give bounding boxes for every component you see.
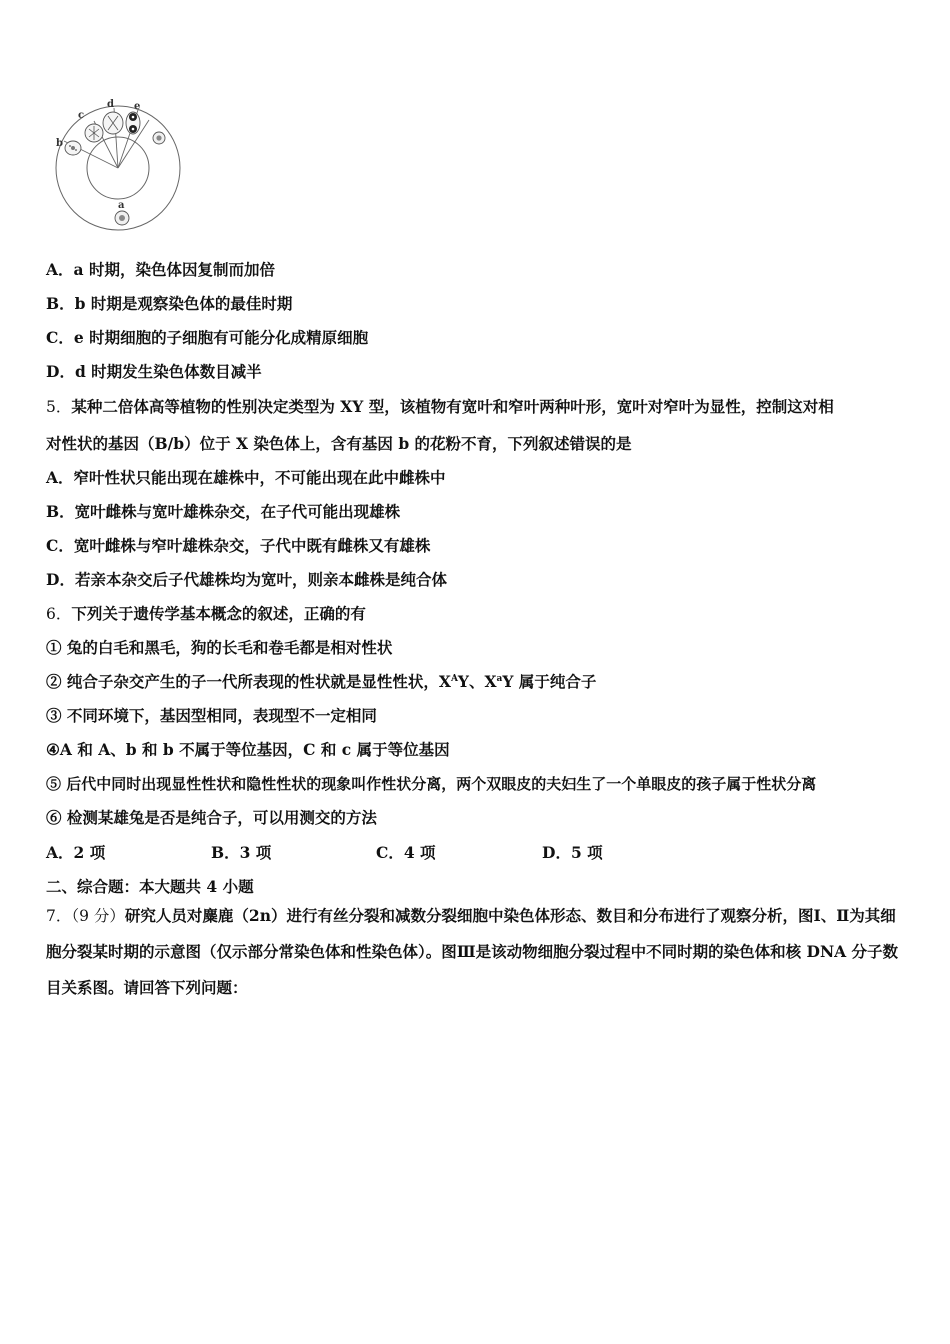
q6-s2-text-a: ② 纯合子杂交产生的子一代所表现的性状就是显性性状，X: [46, 672, 451, 691]
q6-statement-3: ③ 不同环境下，基因型相同，表现型不一定相同: [46, 706, 377, 725]
q6-statement-2: [46, 671, 596, 693]
q4-option-d: D．d 时期发生染色体数目减半: [46, 362, 262, 381]
label-c: c: [78, 110, 85, 121]
q6-statement-5: ⑤ 后代中同时出现显性性状和隐性性状的现象叫作性状分离，两个双眼皮的夫妇生了一个单眼皮的孩子属于性状分离: [46, 775, 817, 793]
q6-statement-4: ④A 和 A、b 和 b 不属于等位基因，C 和 c 属于等位基因: [46, 740, 450, 759]
q7-body: 研究人员对麋鹿（2n）进行有丝分裂和减数分裂细胞中染色体形态、数目和分布进行了观察分析，图Ⅰ、Ⅱ为其细胞分裂某时期的示意图（仅示部分常染色体和性染色体）。图Ⅲ是该动物细胞分裂过程中不同时期的染色体和核 DNA 分子数目关系图。请回答下列问题：: [46, 906, 899, 997]
q5-option-c: C．宽叶雌株与窄叶雄株杂交，子代中既有雌株又有雄株: [46, 536, 431, 555]
q5-stem-line1: [46, 396, 834, 418]
q6-s2-sup-2: a: [496, 674, 503, 684]
cell-a: [115, 211, 129, 225]
q4-option-b: B．b 时期是观察染色体的最佳时期: [46, 294, 293, 313]
label-b: b: [56, 138, 63, 149]
q6-option-c: C．4 项: [376, 843, 436, 862]
q5-option-d: D．若亲本杂交后子代雄株均为宽叶，则亲本雌株是纯合体: [46, 570, 447, 589]
q4-option-a: A．a 时期，染色体因复制而加倍: [46, 260, 275, 279]
label-a: a: [118, 200, 125, 211]
q6-s2-text-b: Y、X: [457, 672, 497, 691]
q6-stem: [46, 603, 366, 625]
cell-c: [85, 124, 103, 142]
q7-text: [46, 898, 906, 1006]
q6-s2-sup-1: A: [450, 674, 458, 684]
cell-b: [65, 141, 81, 155]
q5-stem-line2: 对性状的基因（B/b）位于 X 染色体上，含有基因 b 的花粉不育，下列叙述错误的是: [46, 434, 632, 453]
label-d: d: [107, 99, 114, 110]
cell-right: [153, 132, 165, 144]
q7-score: （9 分）: [71, 907, 125, 925]
q6-option-b: B．3 项: [211, 843, 272, 862]
q4-option-c: C．e 时期细胞的子细胞有可能分化成精原细胞: [46, 328, 369, 347]
q5-option-a: A．窄叶性状只能出现在雄株中，不可能出现在此中雌株中: [46, 468, 446, 487]
q6-option-a: A．2 项: [46, 843, 106, 862]
q6-number: 6．: [46, 605, 72, 623]
q6-statement-6: ⑥ 检测某雄兔是否是纯合子，可以用测交的方法: [46, 808, 377, 827]
q6-s2-text-c: Y 属于纯合子: [502, 672, 597, 691]
q6-stem-text: 下列关于遗传学基本概念的叙述，正确的有: [71, 604, 366, 623]
label-e: e: [134, 101, 141, 112]
q5-number: 5．: [46, 398, 72, 416]
section-2-heading: 二、综合题：本大题共 4 小题: [46, 877, 254, 896]
cell-e: [126, 112, 140, 134]
q5-stem-text-1: 某种二倍体高等植物的性别决定类型为 XY 型，该植物有宽叶和窄叶两种叶形，宽叶对窄叶为显性，控制这对相: [71, 397, 834, 416]
q7-number: 7．: [46, 907, 72, 925]
q6-statement-1: ① 兔的白毛和黑毛，狗的长毛和卷毛都是相对性状: [46, 638, 393, 657]
cell-d: [103, 112, 123, 134]
q6-option-d: D．5 项: [542, 843, 603, 862]
cell-cycle-diagram: [52, 96, 187, 231]
q5-option-b: B．宽叶雌株与宽叶雄株杂交，在子代可能出现雄株: [46, 502, 401, 521]
